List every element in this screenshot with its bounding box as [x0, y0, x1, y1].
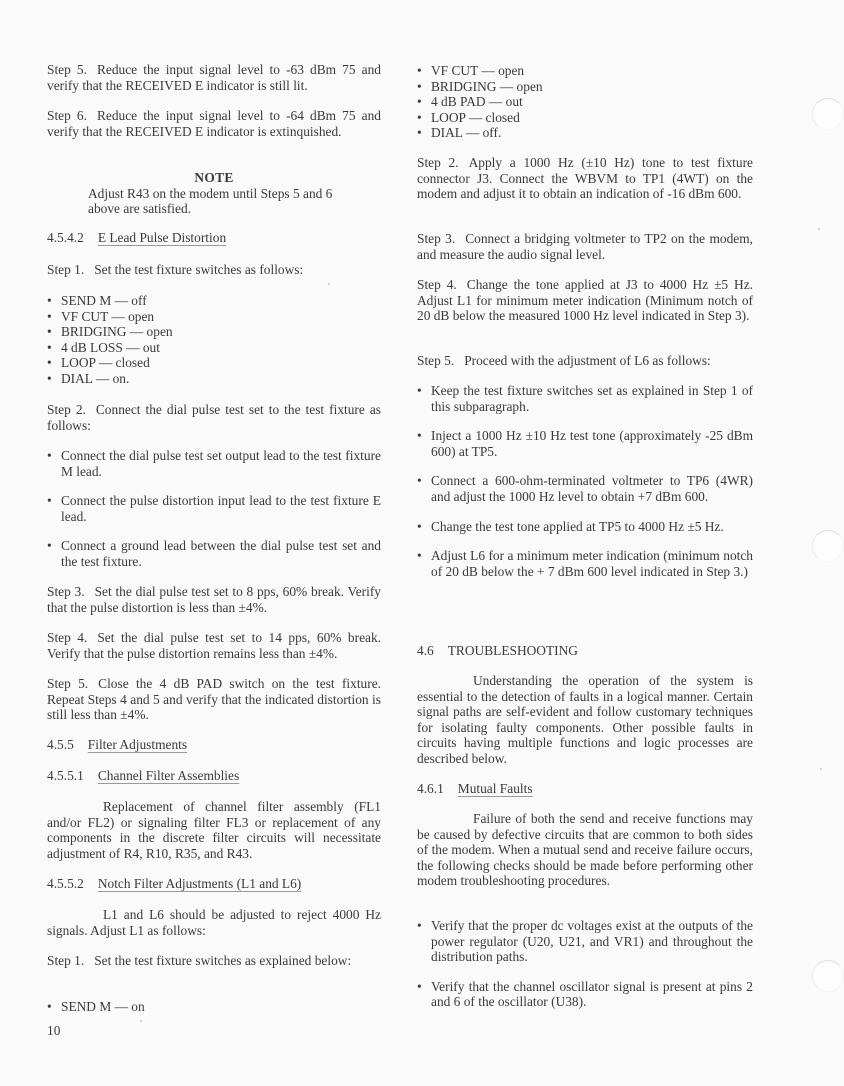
section-heading-4-5-5-2	[47, 876, 381, 892]
section-title: Mutual Faults	[457, 781, 533, 796]
section-title: TROUBLESHOOTING	[447, 643, 578, 658]
step-text: Reduce the input signal level to -64 dBm 75 and verify that the RECEIVED E indicator is extinquished.	[47, 108, 381, 139]
e-lead-step-2	[47, 402, 381, 433]
mutual-fault-check-list	[417, 918, 753, 1010]
step-5-reduce-63	[47, 62, 381, 93]
scan-speck	[820, 768, 822, 770]
section-title: Filter Adjustments	[87, 737, 188, 752]
list-item: • Inject a 1000 Hz ±10 Hz test tone (approximately -25 dBm 600) at TP5.	[417, 428, 753, 459]
step-text: Set the test fixture switches as explained below:	[94, 953, 352, 968]
step-text: Set the dial pulse test set to 14 pps, 60% break. Verify that the pulse distortion remains less than ±4%.	[47, 630, 381, 661]
list-item: • 4 dB PAD — out	[417, 94, 753, 110]
step-text: Change the tone applied at J3 to 4000 Hz ±5 Hz. Adjust L1 for minimum meter indication (Minimum notch of 20 dB below the measured 1000 Hz level indicated in Step 3).	[417, 277, 753, 324]
section-heading-4-5-4-2	[47, 230, 381, 246]
list-item: • BRIDGING — open	[47, 324, 381, 340]
note-box	[47, 170, 381, 217]
e-lead-step-4	[47, 630, 381, 661]
e-lead-step-3	[47, 584, 381, 615]
list-item: • LOOP — closed	[47, 355, 381, 371]
list-item: • Verify that the proper dc voltages exist at the outputs of the power regulator (U20, U21, and VR1) and throughout the distribution paths.	[417, 918, 753, 965]
section-heading-4-6-1	[417, 781, 753, 797]
punch-hole-icon	[812, 530, 844, 562]
list-item: • Connect a ground lead between the dial pulse test set and the test fixture.	[47, 538, 381, 569]
section-title: E Lead Pulse Distortion	[97, 230, 227, 245]
scan-speck	[328, 283, 330, 285]
list-item: • Connect a 600-ohm-terminated voltmeter to TP6 (4WR) and adjust the 1000 Hz level to obtain +7 dBm 600.	[417, 473, 753, 504]
step-label: Step 5.	[47, 676, 89, 691]
e-lead-step-5	[47, 676, 381, 723]
step-text: Apply a 1000 Hz (±10 Hz) tone to test fixture connector J3. Connect the WBVM to TP1 (4WT) on the modem and adjust it to obtain an indication of -16 dBm 600.	[417, 155, 753, 202]
notch-filter-paragraph: L1 and L6 should be adjusted to reject 4000 Hz signals. Adjust L1 as follows:	[47, 907, 381, 938]
notch-step-4	[417, 277, 753, 324]
section-number: 4.5.4.2	[47, 230, 84, 245]
list-item: • Keep the test fixture switches set as explained in Step 1 of this subparagraph.	[417, 383, 753, 414]
step-text: Set the dial pulse test set to 8 pps, 60% break. Verify that the pulse distortion is less than ±4%.	[47, 584, 381, 615]
troubleshooting-paragraph: Understanding the operation of the system is essential to the detection of faults in a logical manner. Certain signal paths are self-evident and follow customary techniques for isolating faulty components. Other possible faults in circuits having multiple functions and logic processes are described below.	[417, 673, 753, 766]
section-number: 4.5.5	[47, 737, 74, 752]
step-label: Step 2.	[417, 155, 459, 170]
section-heading-4-6	[417, 643, 753, 659]
list-item: • Connect the dial pulse test set output lead to the test fixture M lead.	[47, 448, 381, 479]
step-text: Reduce the input signal level to -63 dBm 75 and verify that the RECEIVED E indicator is still lit.	[47, 62, 381, 93]
step-label: Step 4.	[47, 630, 88, 645]
list-item: • VF CUT — open	[417, 63, 753, 79]
notch-switch-list	[47, 999, 381, 1015]
section-number: 4.5.5.1	[47, 768, 84, 783]
notch-step-1	[47, 953, 381, 969]
step-label: Step 6.	[47, 108, 87, 123]
list-item: • Verify that the channel oscillator signal is present at pins 2 and 6 of the oscillator (U38).	[417, 979, 753, 1010]
note-title: NOTE	[194, 170, 234, 185]
step-text: Proceed with the adjustment of L6 as follows:	[464, 353, 711, 368]
list-item: • DIAL — off.	[417, 125, 753, 141]
channel-filter-paragraph: Replacement of channel filter assembly (FL1 and/or FL2) or signaling filter FL3 or replacement of any components in the discrete filter circuits will necessitate adjustment of R4, R10, R35, and R43.	[47, 799, 381, 861]
list-item: • Adjust L6 for a minimum meter indication (minimum notch of 20 dB below the + 7 dBm 600 level indicated in Step 3.)	[417, 548, 753, 579]
list-item: • SEND M — on	[47, 999, 381, 1015]
step-text: Set the test fixture switches as follows:	[94, 262, 304, 277]
step-text: Close the 4 dB PAD switch on the test fixture. Repeat Steps 4 and 5 and verify that the indicated distortion is still less than ±4%.	[47, 676, 381, 723]
step-text: Connect the dial pulse test set to the test fixture as follows:	[47, 402, 382, 433]
punch-hole-icon	[812, 960, 844, 992]
mutual-faults-paragraph: Failure of both the send and receive functions may be caused by defective circuits that are common to both sides of the modem. When a mutual send and receive failure occurs, the following checks should be made before performing other modem troubleshooting procedures.	[417, 811, 753, 889]
step-label: Step 4.	[417, 277, 457, 292]
step-label: Step 1.	[47, 262, 85, 277]
list-item: • DIAL — on.	[47, 371, 381, 387]
list-item: • VF CUT — open	[47, 309, 381, 325]
step-label: Step 5.	[47, 62, 87, 77]
list-item: • Change the test tone applied at TP5 to 4000 Hz ±5 Hz.	[417, 519, 753, 535]
notch-switch-list-continued	[417, 63, 753, 141]
list-item: • LOOP — closed	[417, 110, 753, 126]
scan-speck	[140, 1020, 142, 1022]
section-number: 4.6.1	[417, 781, 444, 796]
e-lead-connection-list	[47, 448, 381, 570]
section-number: 4.6	[417, 643, 434, 658]
notch-step-5	[417, 353, 753, 369]
list-item: • SEND M — off	[47, 293, 381, 309]
step-6-reduce-64	[47, 108, 381, 139]
notch-step-3	[417, 231, 753, 262]
e-lead-step-1	[47, 262, 381, 278]
step-label: Step 5.	[417, 353, 455, 368]
step-label: Step 3.	[417, 231, 456, 246]
list-item: • 4 dB LOSS — out	[47, 340, 381, 356]
step-label: Step 2.	[47, 402, 86, 417]
notch-step-2	[417, 155, 753, 202]
section-number: 4.5.5.2	[47, 876, 84, 891]
section-title: Channel Filter Assemblies	[97, 768, 240, 783]
note-body: Adjust R43 on the modem until Steps 5 and 6 above are satisfied.	[88, 185, 333, 217]
section-heading-4-5-5	[47, 737, 381, 753]
step-label: Step 1.	[47, 953, 85, 968]
punch-hole-icon	[812, 98, 844, 130]
page-number: 10	[47, 1023, 61, 1038]
list-item: • Connect the pulse distortion input lead to the test fixture E lead.	[47, 493, 381, 524]
l6-adjustment-list	[417, 383, 753, 579]
section-title: Notch Filter Adjustments (L1 and L6)	[97, 876, 302, 891]
section-heading-4-5-5-1	[47, 768, 381, 784]
step-text: Connect a bridging voltmeter to TP2 on the modem, and measure the audio signal level.	[417, 231, 753, 262]
scan-speck	[818, 228, 820, 230]
step-label: Step 3.	[47, 584, 85, 599]
list-item: • BRIDGING — open	[417, 79, 753, 95]
e-lead-switch-list	[47, 293, 381, 387]
